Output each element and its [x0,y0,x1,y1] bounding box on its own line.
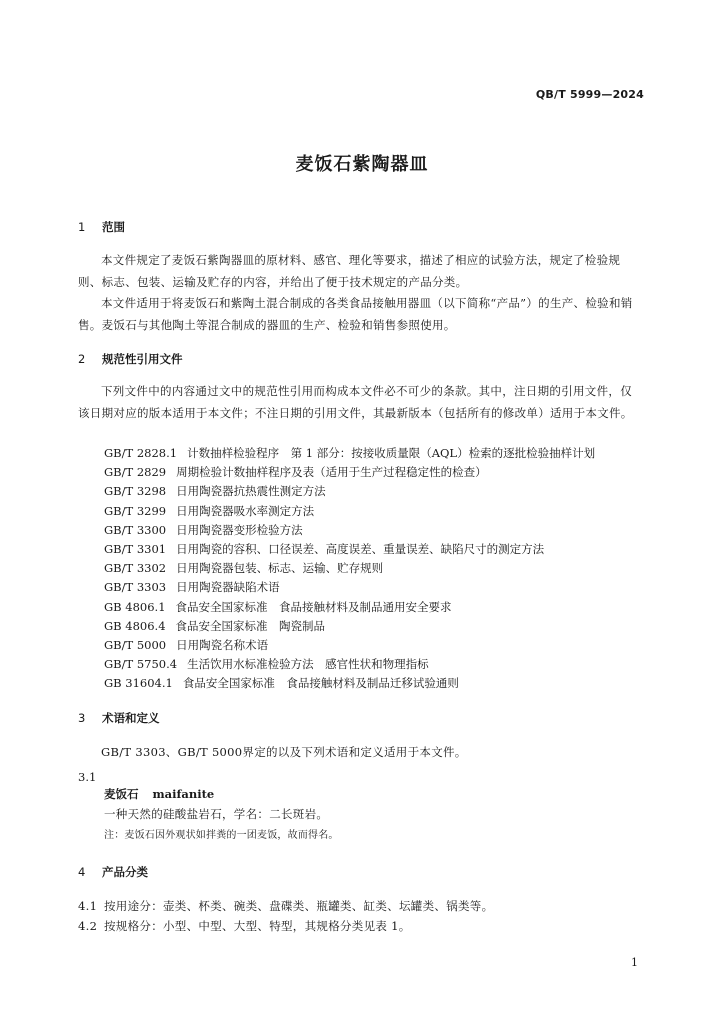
reference-item [104,578,595,597]
reference-code: GB 4806.1 [104,599,166,614]
section-4-heading [78,864,148,880]
reference-item [104,444,595,463]
classification-item [78,918,411,934]
document-title: 麦饭石紫陶器皿 [295,154,429,175]
reference-title: 食品安全国家标准 食品接触材料及制品通用安全要求 [175,599,452,614]
section-title: 范围 [102,220,125,234]
reference-title: 计数抽样检验程序 第 1 部分：按接收质量限（AQL）检索的逐批检验抽样计划 [187,446,596,460]
reference-code: GB/T 2828.1 [104,446,178,460]
reference-title: 日用陶瓷的容积、口径误差、高度误差、重量误差、缺陷尺寸的测定方法 [176,541,545,556]
standard-code: QB/T 5999—2024 [535,88,644,101]
section-title: 术语和定义 [102,711,160,725]
reference-code: GB/T 2829 [104,465,167,480]
reference-item [104,463,595,482]
reference-code: GB/T 3303 [104,580,167,595]
item-number: 4.2 [78,919,98,933]
reference-item [104,636,595,655]
reference-code: GB/T 3299 [104,503,167,518]
section-title: 产品分类 [102,865,148,879]
reference-title: 食品安全国家标准 陶瓷制品 [175,618,326,633]
section-number: 1 [78,220,86,234]
reference-code: GB/T 3302 [104,561,167,576]
reference-item [104,655,595,674]
term-english: maifanite [152,787,215,801]
reference-code: GB/T 3298 [104,484,167,499]
term-number: 3.1 [78,770,97,784]
reference-item [104,559,595,578]
scope-paragraph-2: 本文件适用于将麦饭石和紫陶土混合制成的各类食品接触用器皿（以下简称“产品”）的生产、检验和销售。麦饭石与其他陶土等混合制成的器皿的生产、检验和销售参照使用。 [78,296,633,332]
reference-list [104,444,595,693]
reference-title: 生活饮用水标准检验方法 感官性状和物理指标 [187,657,429,672]
reference-title: 日用陶瓷器变形检验方法 [176,522,303,537]
reference-title: 周期检验计数抽样程序及表（适用于生产过程稳定性的检查） [176,465,487,480]
term-note: 注：麦饭石因外观状如拌粪的一团麦饭，故而得名。 [104,830,339,841]
item-text: 按规格分：小型、中型、大型、特型，其规格分类见表 1。 [104,919,411,933]
reference-item [104,674,595,693]
reference-code: GB/T 3300 [104,522,167,537]
section-2-heading [78,351,183,367]
reference-code: GB/T 5750.4 [104,657,178,672]
section-number: 3 [78,711,86,725]
reference-title: 日用陶瓷器包装、标志、运输、贮存规则 [176,561,384,576]
reference-title: 日用陶瓷器缺陷术语 [176,580,280,595]
reference-code: GB/T 3301 [104,541,167,556]
terms-intro: GB/T 3303、GB/T 5000界定的以及下列术语和定义适用于本文件。 [101,745,467,759]
classification-item [78,898,493,914]
section-title: 规范性引用文件 [102,352,183,366]
reference-item [104,521,595,540]
term-definition: 一种天然的硅酸盐岩石，学名：二长斑岩。 [104,807,329,821]
scope-paragraph-1: 本文件规定了麦饭石紫陶器皿的原材料、感官、理化等要求，描述了相应的试验方法，规定了检验规则、标志、包装、运输及贮存的内容，并给出了便于技术规定的产品分类。 [78,253,621,289]
reference-item [104,540,595,559]
item-number: 4.1 [78,899,98,913]
reference-title: 食品安全国家标准 食品接触材料及制品迁移试验通则 [182,676,459,691]
reference-code: GB/T 5000 [104,637,167,652]
section-number: 4 [78,865,86,879]
section-number: 2 [78,352,86,366]
page-number: 1 [631,956,638,969]
reference-item [104,617,595,636]
reference-title: 日用陶瓷器吸水率测定方法 [176,503,315,518]
reference-item [104,598,595,617]
reference-item [104,502,595,521]
reference-title: 日用陶瓷名称术语 [176,637,269,652]
term-heading [104,786,214,802]
term-chinese: 麦饭石 [104,787,139,801]
reference-code: GB 31604.1 [104,676,173,691]
normative-intro: 下列文件中的内容通过文中的规范性引用而构成本文件必不可少的条款。其中，注日期的引用文件，仅该日期对应的版本适用于本文件；不注日期的引用文件，其最新版本（包括所有的修改单）适用于本文件。 [78,384,633,420]
reference-code: GB 4806.4 [104,618,166,633]
section-1-heading [78,219,125,235]
section-3-heading [78,710,160,726]
item-text: 按用途分：壶类、杯类、碗类、盘碟类、瓶罐类、缸类、坛罐类、锅类等。 [104,899,494,913]
reference-item [104,482,595,501]
reference-title: 日用陶瓷器抗热震性测定方法 [176,484,326,499]
